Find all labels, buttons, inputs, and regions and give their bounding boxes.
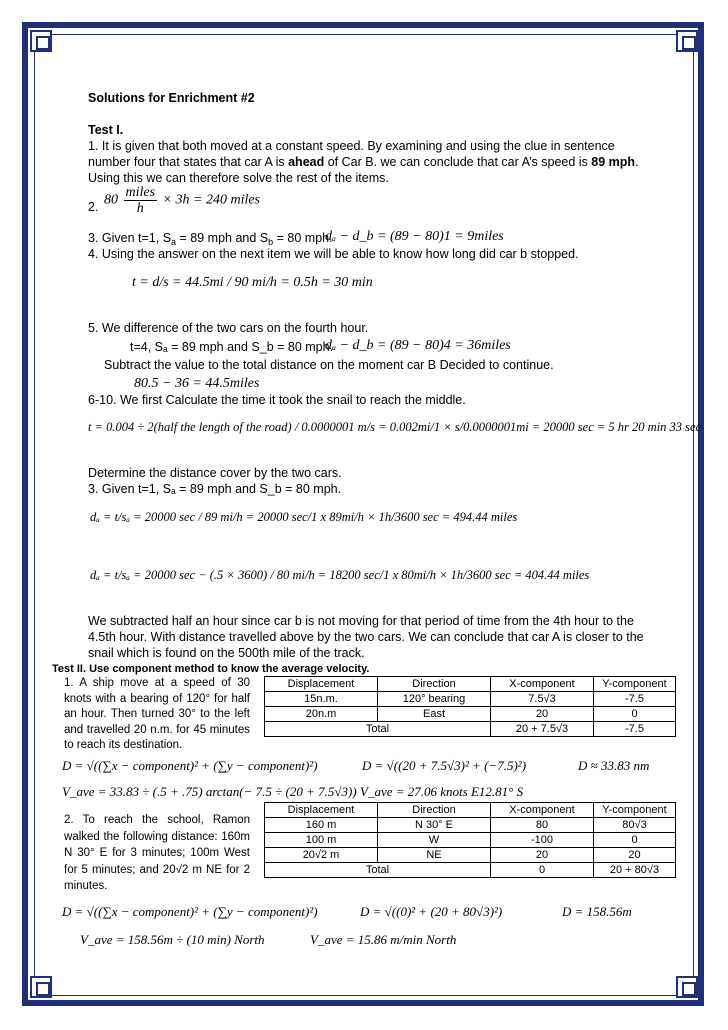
ahead-bold: ahead [288, 155, 325, 169]
table-total-row [265, 722, 676, 737]
table-cell: 7.5√3 [491, 692, 594, 707]
corner-ornament-tl [30, 30, 52, 52]
test1-heading: Test I. [88, 123, 124, 137]
table-row [265, 818, 676, 833]
eq-numerator: miles [125, 185, 156, 200]
test2-eq1-D: D = √((∑x − component)² + (∑y − component)²) [62, 758, 318, 773]
conclusion-line2: 4.5th hour. With distance travelled above by the two cars. We can conclude that car A is closer to the [88, 630, 644, 644]
text-run: 3. Given t=1, S [88, 231, 172, 245]
test2-eq1-D3: D ≈ 33.83 nm [578, 758, 650, 773]
table-header-cell: X-component [491, 803, 594, 818]
table-total-label: Total [265, 722, 491, 737]
table-cell: W [378, 833, 491, 848]
table-cell: 0 [594, 833, 676, 848]
test1-para-line3: Using this we can therefore solve the rest of the items. [88, 171, 389, 185]
table-cell: N 30° E [378, 818, 491, 833]
table-row [265, 833, 676, 848]
subscript: a [171, 237, 177, 247]
item5-subtract: Subtract the value to the total distance on the moment car B Decided to continue. [104, 358, 554, 372]
test2-problem1: 1. A ship move at a speed of 30 knots with a bearing of 120° for half an hour. Then turned 30° to the left and travelled 20 n.m. for 45 minutes to reach its destination. [64, 677, 250, 752]
test2-eq1-D2: D = √((20 + 7.5√3)² + (−7.5)²) [362, 758, 527, 773]
corner-ornament-tr [676, 30, 698, 52]
distance-equation-b: dₐ = t/sₐ = 20000 sec − (.5 × 3600) / 80 mi/h = 18200 sec/1 x 80mi/h × 1h/3600 sec = 404.44 miles [90, 568, 590, 582]
table-cell: 0 [594, 707, 676, 722]
test2-problem2: 2. To reach the school, Ramon walked the following distance: 160m N 30° E for 3 minutes; 100m West for 5 minutes; and 20√2 m NE for 2 minutes. [64, 814, 250, 892]
text-run: number four that states that car A is [88, 155, 289, 169]
table-cell: 15n.m. [265, 692, 378, 707]
table-header-cell: Y-component [594, 677, 676, 692]
eq-term: 80 [104, 192, 118, 208]
table-header-cell: Direction [378, 677, 491, 692]
table-cell: 20√2 m [265, 848, 378, 863]
text-run: of Car B. we can conclude that car A’s speed is [324, 155, 592, 169]
item4-equation: t = d/s = 44.5mi / 90 mi/h = 0.5h = 30 min [132, 275, 373, 290]
table-cell: 80√3 [594, 818, 676, 833]
table-header-row [265, 677, 676, 692]
test1-para-line2 [88, 155, 639, 170]
table-cell: 20 [491, 707, 594, 722]
table-cell: 20 [491, 848, 594, 863]
item5-equation2: 80.5 − 36 = 44.5miles [134, 376, 260, 391]
table-total-y: 20 + 80√3 [594, 863, 676, 878]
table-cell: -100 [491, 833, 594, 848]
table-total-y: -7.5 [594, 722, 676, 737]
item2-label: 2. [88, 200, 99, 214]
table-total-label: Total [265, 863, 491, 878]
corner-ornament-bl [30, 976, 52, 998]
table-cell: -7.5 [594, 692, 676, 707]
distance-equation-a: dₐ = t/sₐ = 20000 sec / 89 mi/h = 20000 sec/1 x 89mi/h × 1h/3600 sec = 494.44 miles [90, 510, 518, 524]
table-total-x: 0 [491, 863, 594, 878]
table-header-cell: Displacement [265, 803, 378, 818]
component-table-1 [264, 676, 676, 737]
table-row [265, 848, 676, 863]
item5-given: t=4, Sₐ = 89 mph and S_b = 80 mph. [130, 340, 334, 354]
test2-eq1-V: V_ave = 33.83 ÷ (.5 + .75) arctan(− 7.5 ÷ (20 + 7.5√3)) [62, 784, 357, 799]
table-cell: 20 [594, 848, 676, 863]
table-cell: 80 [491, 818, 594, 833]
table-header-cell: X-component [491, 677, 594, 692]
item6-equation: t = 0.004 ÷ 2(half the length of the road) / 0.0000001 m/s = 0.002mi/1 × s/0.0000001mi = 20000 sec = 5 hr 20 min 33 sec [88, 420, 702, 434]
eq-term: × 3h = 240 miles [162, 192, 261, 208]
conclusion-line3: snail which is found on the 500th mile of the track. [88, 646, 365, 660]
item4-text: 4. Using the answer on the next item we will be able to know how long did car b stopped. [88, 247, 579, 261]
component-table-2 [264, 802, 676, 878]
table-cell: 120° bearing [378, 692, 491, 707]
item3-equation: dₐ − d_b = (89 − 80)1 = 9miles [325, 229, 504, 244]
test1-para-line1: 1. It is given that both moved at a constant speed. By examining and using the clue in sentence [88, 139, 615, 153]
test2-eq1-V2: V_ave = 27.06 knots E12.81° S [360, 784, 524, 799]
text-run: = 80 mph. [273, 231, 333, 245]
item2-equation [104, 185, 260, 216]
table-cell: 100 m [265, 833, 378, 848]
item6-text: 6-10. We first Calculate the time it took the snail to reach the middle. [88, 393, 466, 407]
table-cell: 160 m [265, 818, 378, 833]
subscript: b [268, 237, 274, 247]
table-row [265, 692, 676, 707]
table-cell: 20n.m [265, 707, 378, 722]
table-total-row [265, 863, 676, 878]
table-cell: East [378, 707, 491, 722]
test2-eq2-D3: D = 158.56m [562, 904, 632, 919]
text-run: . [635, 155, 639, 169]
test2-eq2-V: V_ave = 158.56m ÷ (10 min) North [80, 932, 265, 947]
table-total-x: 20 + 7.5√3 [491, 722, 594, 737]
item5-equation: dₐ − d_b = (89 − 80)4 = 36miles [325, 338, 511, 353]
test2-eq2-D2: D = √((0)² + (20 + 80√3)²) [360, 904, 503, 919]
document-title: Solutions for Enrichment #2 [88, 91, 255, 105]
test2-heading: Test II. Use component method to know the average velocity. [52, 663, 370, 675]
conclusion-line1: We subtracted half an hour since car b is not moving for that period of time from the 4th hour to the [88, 614, 634, 628]
item5-text: 5. We difference of the two cars on the fourth hour. [88, 321, 369, 335]
corner-ornament-br [676, 976, 698, 998]
table-header-cell: Y-component [594, 803, 676, 818]
eq-denominator: h [136, 201, 144, 216]
determine-text: Determine the distance cover by the two cars. [88, 466, 342, 480]
table-header-cell: Displacement [265, 677, 378, 692]
item3b-text: 3. Given t=1, Sₐ = 89 mph and S_b = 80 mph. [88, 482, 342, 496]
speed-bold: 89 mph [591, 155, 636, 169]
table-header-row [265, 803, 676, 818]
test2-eq2-V2: V_ave = 15.86 m/min North [310, 932, 457, 947]
table-row [265, 707, 676, 722]
table-header-cell: Direction [378, 803, 491, 818]
eq-fraction [124, 185, 158, 216]
test2-eq2-D: D = √((∑x − component)² + (∑y − component)²) [62, 904, 318, 919]
text-run: = 89 mph and S [176, 231, 269, 245]
table-cell: NE [378, 848, 491, 863]
